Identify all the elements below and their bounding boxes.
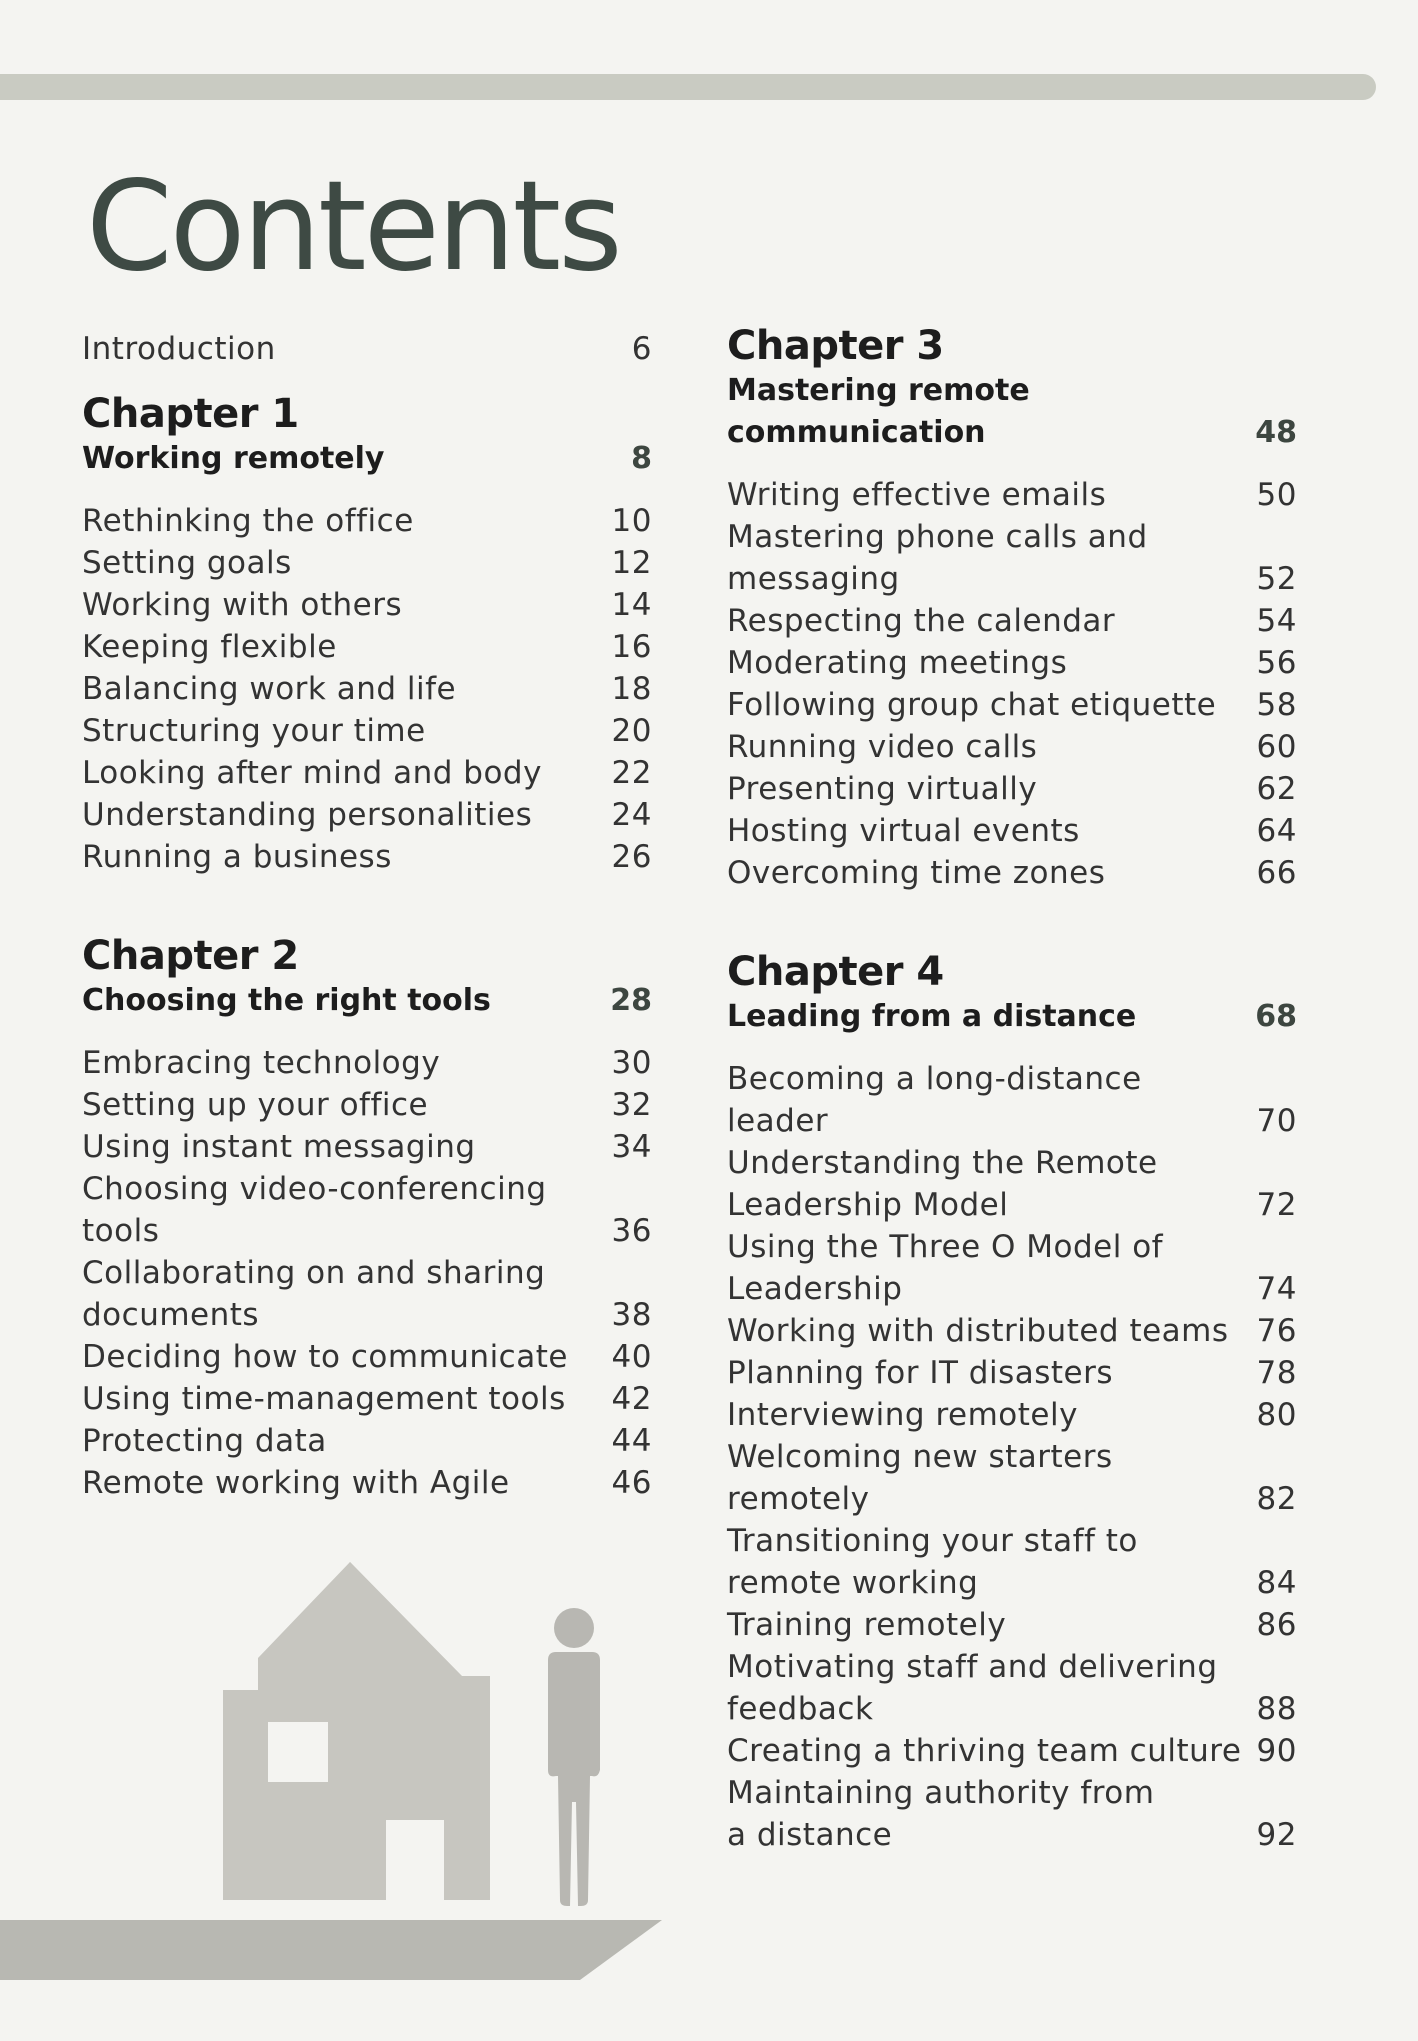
- toc-entry[interactable]: [727, 642, 1297, 684]
- toc-right-column: [727, 322, 1297, 1856]
- entry-label-line1: Choosing video-conferencing: [82, 1171, 547, 1207]
- entry-label-line2: remotely: [727, 1481, 870, 1517]
- entry-page: 12: [611, 545, 652, 581]
- entry-label: Keeping flexible: [82, 629, 337, 665]
- entry-page: 92: [1256, 1817, 1297, 1853]
- entry-page: 74: [1256, 1271, 1297, 1307]
- entry-page: 50: [1256, 477, 1297, 513]
- toc-entry[interactable]: [82, 1252, 652, 1336]
- toc-entry[interactable]: [82, 500, 652, 542]
- entry-label-line1: Motivating staff and delivering: [727, 1649, 1218, 1685]
- toc-entry[interactable]: [727, 516, 1297, 600]
- toc-entry[interactable]: [727, 1436, 1297, 1520]
- entry-label: Moderating meetings: [727, 645, 1068, 681]
- entry-label: Planning for IT disasters: [727, 1355, 1114, 1391]
- entry-label-line2: tools: [82, 1213, 160, 1249]
- toc-entry[interactable]: [727, 1772, 1297, 1856]
- toc-entry[interactable]: [727, 600, 1297, 642]
- entry-label: Respecting the calendar: [727, 603, 1116, 639]
- chapter-subtitle: Working remotely: [82, 441, 385, 476]
- entry-page: 20: [611, 713, 652, 749]
- entry-label-line2: feedback: [727, 1691, 874, 1727]
- toc-entry-introduction[interactable]: [82, 328, 652, 370]
- chapter-page: 68: [1255, 999, 1297, 1034]
- chapter-subtitle: Choosing the right tools: [82, 983, 491, 1018]
- entry-label-line2: Leadership: [727, 1271, 903, 1307]
- entry-page: 88: [1256, 1691, 1297, 1727]
- top-accent-bar: [0, 74, 1376, 100]
- entry-page: 18: [611, 671, 652, 707]
- entry-label: Running a business: [82, 839, 392, 875]
- toc-entry[interactable]: [82, 710, 652, 752]
- chapter-subtitle-row[interactable]: [727, 412, 1297, 454]
- entry-label: Working with distributed teams: [727, 1313, 1229, 1349]
- entry-page: 44: [611, 1423, 652, 1459]
- entry-page: 86: [1256, 1607, 1297, 1643]
- entry-page: 62: [1256, 771, 1297, 807]
- entry-page: 38: [611, 1297, 652, 1333]
- chapter-1: [82, 390, 652, 878]
- chapter-page: 8: [631, 441, 652, 476]
- entry-page: 66: [1256, 855, 1297, 891]
- entry-page: 90: [1256, 1733, 1297, 1769]
- entry-page: 26: [611, 839, 652, 875]
- house-icon: [223, 1562, 490, 1900]
- toc-entry[interactable]: [82, 542, 652, 584]
- chapter-subtitle-row[interactable]: [727, 996, 1297, 1038]
- toc-entry[interactable]: [727, 1646, 1297, 1730]
- entry-label-line1: Transitioning your staff to: [727, 1523, 1138, 1559]
- toc-left-column: [82, 328, 652, 1504]
- entry-label: Interviewing remotely: [727, 1397, 1078, 1433]
- ground-strip: [0, 1920, 662, 1980]
- entry-label-line2: messaging: [727, 561, 900, 597]
- entry-label-line1: Welcoming new starters: [727, 1439, 1113, 1475]
- toc-entry[interactable]: [727, 1058, 1297, 1142]
- toc-entry[interactable]: [727, 474, 1297, 516]
- entry-label: Training remotely: [727, 1607, 1007, 1643]
- toc-entry[interactable]: [727, 1226, 1297, 1310]
- toc-entry[interactable]: [727, 1520, 1297, 1604]
- entry-label: Creating a thriving team culture: [727, 1733, 1242, 1769]
- toc-entry[interactable]: [82, 1126, 652, 1168]
- entry-label: Structuring your time: [82, 713, 426, 749]
- toc-entry[interactable]: [727, 684, 1297, 726]
- chapter-subtitle: Leading from a distance: [727, 999, 1137, 1034]
- entry-label-line1: Using the Three O Model of: [727, 1229, 1164, 1265]
- entry-page: 30: [611, 1045, 652, 1081]
- toc-entry[interactable]: [82, 626, 652, 668]
- toc-entry[interactable]: [727, 1142, 1297, 1226]
- entry-label-line2: Leadership Model: [727, 1187, 1009, 1223]
- toc-entry[interactable]: [727, 726, 1297, 768]
- entry-page: 36: [611, 1213, 652, 1249]
- entry-page: 32: [611, 1087, 652, 1123]
- entry-label-line2: documents: [82, 1297, 260, 1333]
- entry-label: Becoming a long-distance leader: [727, 1061, 1142, 1139]
- toc-entry[interactable]: [82, 1378, 652, 1420]
- house-and-person-illustration: [0, 1540, 700, 2000]
- entry-label: Hosting virtual events: [727, 813, 1080, 849]
- toc-entry[interactable]: [82, 1420, 652, 1462]
- entry-label-line2: remote working: [727, 1565, 979, 1601]
- entry-page: 24: [611, 797, 652, 833]
- chapter-2: [82, 932, 652, 1504]
- entry-page: 58: [1256, 687, 1297, 723]
- entry-label: Introduction: [82, 331, 276, 367]
- entry-label: Setting up your office: [82, 1087, 429, 1123]
- chapter-subtitle-line2: communication: [727, 415, 986, 450]
- toc-entry[interactable]: [727, 1730, 1297, 1772]
- toc-entry[interactable]: [82, 668, 652, 710]
- chapter-subtitle-row[interactable]: [82, 980, 652, 1022]
- toc-entry[interactable]: [727, 1310, 1297, 1352]
- entry-label-line1: Understanding the Remote: [727, 1145, 1158, 1181]
- person-icon: [548, 1608, 600, 1906]
- entry-page: 64: [1256, 813, 1297, 849]
- chapter-subtitle-row[interactable]: [82, 438, 652, 480]
- entry-label: Balancing work and life: [82, 671, 457, 707]
- entry-page: 46: [611, 1465, 652, 1501]
- chapter-label: Chapter 3: [727, 323, 944, 369]
- entry-page: 76: [1256, 1313, 1297, 1349]
- entry-page: 40: [611, 1339, 652, 1375]
- entry-label: Running video calls: [727, 729, 1038, 765]
- chapter-label: Chapter 4: [727, 949, 944, 995]
- chapter-subtitle-line1: Mastering remote: [727, 373, 1030, 408]
- toc-entry[interactable]: [82, 1336, 652, 1378]
- entry-label: Embracing technology: [82, 1045, 441, 1081]
- entry-page: 60: [1256, 729, 1297, 765]
- toc-entry[interactable]: [82, 1168, 652, 1252]
- entry-page: 84: [1256, 1565, 1297, 1601]
- entry-page: 72: [1256, 1187, 1297, 1223]
- entry-label: Working with others: [82, 587, 403, 623]
- entry-label: Following group chat etiquette: [727, 687, 1217, 723]
- entry-label: Setting goals: [82, 545, 292, 581]
- entry-label-line2: a distance: [727, 1817, 893, 1853]
- toc-entry[interactable]: [727, 810, 1297, 852]
- toc-entry[interactable]: [727, 852, 1297, 894]
- entry-label: Deciding how to communicate: [82, 1339, 568, 1375]
- chapter-page: 48: [1255, 415, 1297, 450]
- entry-page: 14: [611, 587, 652, 623]
- entry-page: 80: [1256, 1397, 1297, 1433]
- entry-label: Presenting virtually: [727, 771, 1038, 807]
- toc-entry[interactable]: [82, 1462, 652, 1504]
- page-title: Contents: [86, 155, 620, 299]
- chapter-4: [727, 948, 1297, 1856]
- chapter-page: 28: [610, 983, 652, 1018]
- entry-page: 82: [1256, 1481, 1297, 1517]
- entry-page: 70: [1256, 1103, 1297, 1139]
- entry-page: 42: [611, 1381, 652, 1417]
- toc-entry[interactable]: [82, 1084, 652, 1126]
- toc-entry[interactable]: [727, 1394, 1297, 1436]
- entry-page: 16: [611, 629, 652, 665]
- entry-page: 52: [1256, 561, 1297, 597]
- entry-page: 34: [611, 1129, 652, 1165]
- toc-entry[interactable]: [82, 794, 652, 836]
- toc-entry[interactable]: [727, 1604, 1297, 1646]
- entry-page: 78: [1256, 1355, 1297, 1391]
- entry-label: Rethinking the office: [82, 503, 414, 539]
- entry-label: Understanding personalities: [82, 797, 533, 833]
- entry-page: 22: [611, 755, 652, 791]
- toc-entry[interactable]: [727, 1352, 1297, 1394]
- entry-label: Writing effective emails: [727, 477, 1107, 513]
- entry-page: 54: [1256, 603, 1297, 639]
- entry-label: Looking after mind and body: [82, 755, 542, 791]
- entry-page: 6: [631, 331, 652, 367]
- entry-label: Overcoming time zones: [727, 855, 1106, 891]
- entry-label-line1: Maintaining authority from: [727, 1775, 1155, 1811]
- entry-label-line1: Collaborating on and sharing: [82, 1255, 546, 1291]
- entry-page: 10: [611, 503, 652, 539]
- entry-page: 56: [1256, 645, 1297, 681]
- toc-entry[interactable]: [82, 752, 652, 794]
- entry-label-line1: Mastering phone calls and: [727, 519, 1148, 555]
- toc-entry[interactable]: [82, 1042, 652, 1084]
- chapter-label: Chapter 2: [82, 933, 299, 979]
- chapter-3: [727, 322, 1297, 894]
- entry-label: Using time-management tools: [82, 1381, 566, 1417]
- toc-entry[interactable]: [82, 836, 652, 878]
- chapter-label: Chapter 1: [82, 391, 299, 437]
- entry-label: Protecting data: [82, 1423, 327, 1459]
- toc-entry[interactable]: [82, 584, 652, 626]
- entry-label: Using instant messaging: [82, 1129, 476, 1165]
- toc-entry[interactable]: [727, 768, 1297, 810]
- entry-label: Remote working with Agile: [82, 1465, 510, 1501]
